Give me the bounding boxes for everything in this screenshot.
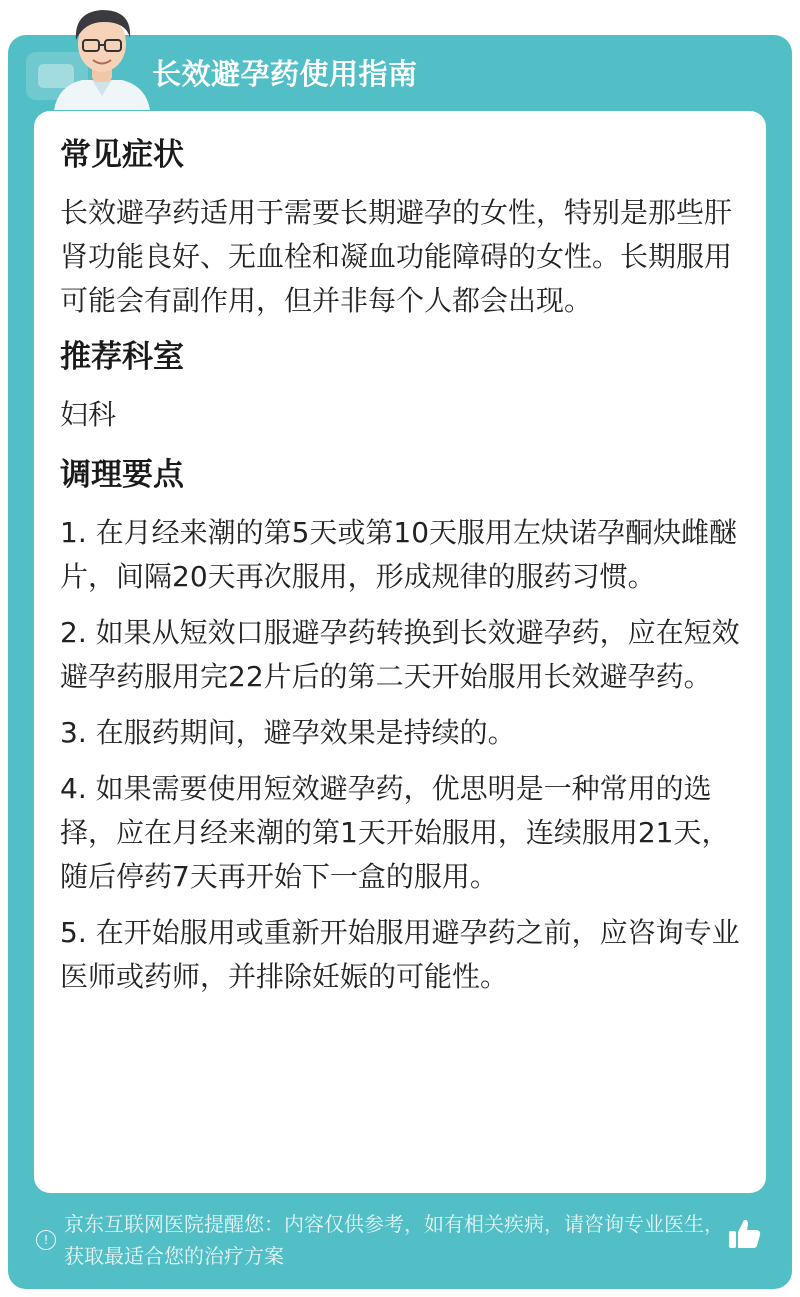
page-title: 长效避孕药使用指南 — [152, 57, 418, 91]
care-item-2: 2. 如果从短效口服避孕药转换到长效避孕药，应在短效避孕药服用完22片后的第二天开始服用长效避孕药。 — [60, 616, 740, 693]
content-body — [60, 133, 740, 1011]
section-title-department: 推荐科室 — [60, 339, 184, 375]
symptoms-text: 长效避孕药适用于需要长期避孕的女性，特别是那些肝肾功能良好、无血栓和凝血功能障碍的女性。长期服用可能会有副作用，但并非每个人都会出现。 — [60, 196, 733, 317]
content-card — [34, 111, 766, 1193]
doctor-avatar — [48, 0, 156, 110]
thumbs-up-icon[interactable] — [726, 1216, 762, 1252]
section-title-care: 调理要点 — [60, 457, 184, 493]
department-text: 妇科 — [60, 398, 117, 431]
disclaimer-text: 京东互联网医院提醒您：内容仅供参考，如有相关疾病，请咨询专业医生，获取最适合您的治疗方案 — [64, 1212, 724, 1268]
care-item-4: 4. 如果需要使用短效避孕药，优思明是一种常用的选择，应在月经来潮的第1天开始服用，连续服用21天，随后停药7天再开始下一盒的服用。 — [60, 772, 730, 893]
care-item-5: 5. 在开始服用或重新开始服用避孕药之前，应咨询专业医师或药师，并排除妊娠的可能性。 — [60, 916, 740, 993]
care-item-1: 1. 在月经来潮的第5天或第10天服用左炔诺孕酮炔雌醚片，间隔20天再次服用，形成规律的服药习惯。 — [60, 516, 738, 593]
section-title-symptoms: 常见症状 — [60, 137, 184, 173]
info-icon: ! — [36, 1230, 56, 1250]
care-item-3: 3. 在服药期间，避孕效果是持续的。 — [60, 716, 516, 749]
